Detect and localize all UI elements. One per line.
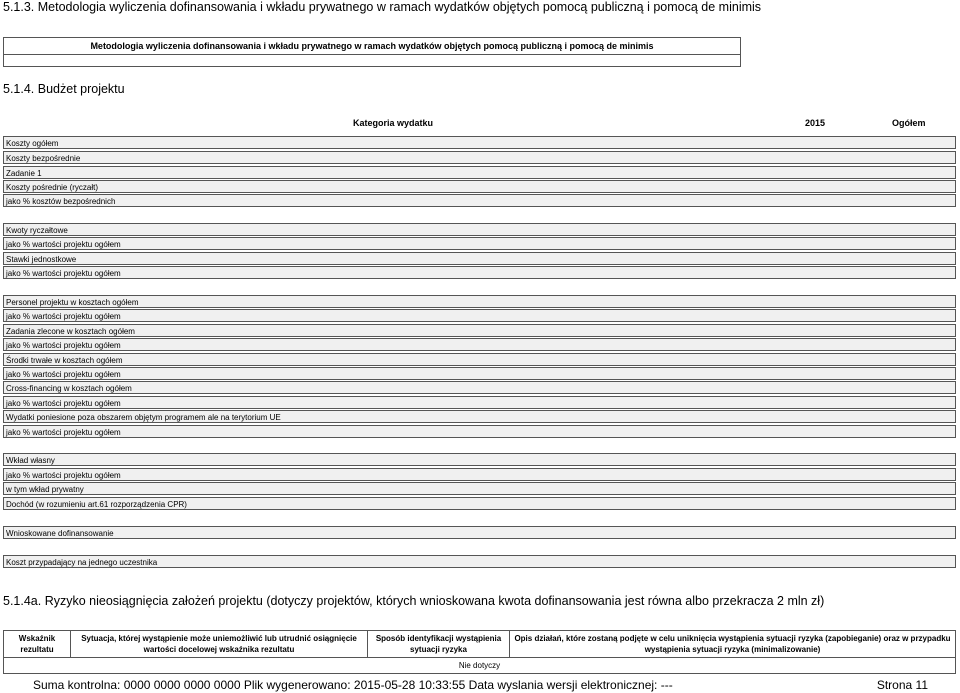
risk-header-actions: Opis działań, które zostaną podjęte w celu uniknięcia wystąpienia sytuacji ryzyka (zapobieganie) oraz w przypadku wystąpienia sytuacji ryzyka (minimalizowanie)	[510, 631, 956, 658]
budget-row: jako % wartości projektu ogółem	[3, 396, 956, 409]
section-heading-methodology: 5.1.3. Metodologia wyliczenia dofinansowania i wkładu prywatnego w ramach wydatków objętych pomocą publiczną i pomocą de minimis	[3, 0, 762, 14]
budget-row: Stawki jednostkowe	[3, 252, 956, 265]
budget-row: Zadanie 1	[3, 166, 956, 179]
budget-row: Środki trwałe w kosztach ogółem	[3, 353, 956, 366]
budget-row: Cross-financing w kosztach ogółem	[3, 381, 956, 394]
budget-row: jako % wartości projektu ogółem	[3, 425, 956, 438]
budget-row: jako % wartości projektu ogółem	[3, 367, 956, 380]
footer-checksum: Suma kontrolna: 0000 0000 0000 0000 Plik wygenerowano: 2015-05-28 10:33:55 Data wyslania wersji elektronicznej: ---	[33, 678, 673, 692]
budget-row: Wnioskowane dofinansowanie	[3, 526, 956, 539]
budget-row: jako % wartości projektu ogółem	[3, 468, 956, 481]
methodology-box-content	[3, 54, 741, 67]
budget-row: jako % wartości projektu ogółem	[3, 266, 956, 279]
budget-row: Koszt przypadający na jednego uczestnika	[3, 555, 956, 568]
page-number: Strona 11	[876, 678, 928, 692]
budget-row: w tym wkład prywatny	[3, 482, 956, 495]
budget-header-total: Ogółem	[892, 118, 926, 128]
risk-table	[3, 630, 956, 674]
risk-header-indicator: Wskaźnik rezultatu	[4, 631, 71, 658]
budget-row: Koszty bezpośrednie	[3, 151, 956, 164]
risk-empty-row: Nie dotyczy	[4, 658, 956, 674]
budget-row: Koszty pośrednie (ryczałt)	[3, 180, 956, 193]
budget-row: Koszty ogółem	[3, 136, 956, 149]
budget-header-category: Kategoria wydatku	[353, 118, 434, 128]
budget-row: jako % kosztów bezpośrednich	[3, 194, 956, 207]
budget-row: jako % wartości projektu ogółem	[3, 237, 956, 250]
budget-header-year: 2015	[805, 118, 826, 128]
budget-row: Dochód (w rozumieniu art.61 rozporządzenia CPR)	[3, 497, 956, 510]
methodology-box-title: Metodologia wyliczenia dofinansowania i wkładu prywatnego w ramach wydatków objętych pomocą publiczną i pomocą de minimis	[3, 37, 741, 55]
section-heading-risk: 5.1.4a. Ryzyko nieosiągnięcia założeń projektu (dotyczy projektów, których wnioskowana kwota dofinansowania jest równa albo przekracza 2 mln zł)	[3, 594, 825, 608]
budget-row: jako % wartości projektu ogółem	[3, 338, 956, 351]
budget-row: Kwoty ryczałtowe	[3, 223, 956, 236]
risk-header-situation: Sytuacja, której wystąpienie może uniemożliwić lub utrudnić osiągnięcie wartości docelowej wskaźnika rezultatu	[71, 631, 368, 658]
budget-row: Wydatki poniesione poza obszarem objętym programem ale na terytorium UE	[3, 410, 956, 423]
budget-row: jako % wartości projektu ogółem	[3, 309, 956, 322]
budget-row: Wkład własny	[3, 453, 956, 466]
budget-row: Personel projektu w kosztach ogółem	[3, 295, 956, 308]
risk-header-identification: Sposób identyfikacji wystąpienia sytuacji ryzyka	[368, 631, 510, 658]
section-heading-budget: 5.1.4. Budżet projektu	[3, 82, 125, 96]
budget-row: Zadania zlecone w kosztach ogółem	[3, 324, 956, 337]
